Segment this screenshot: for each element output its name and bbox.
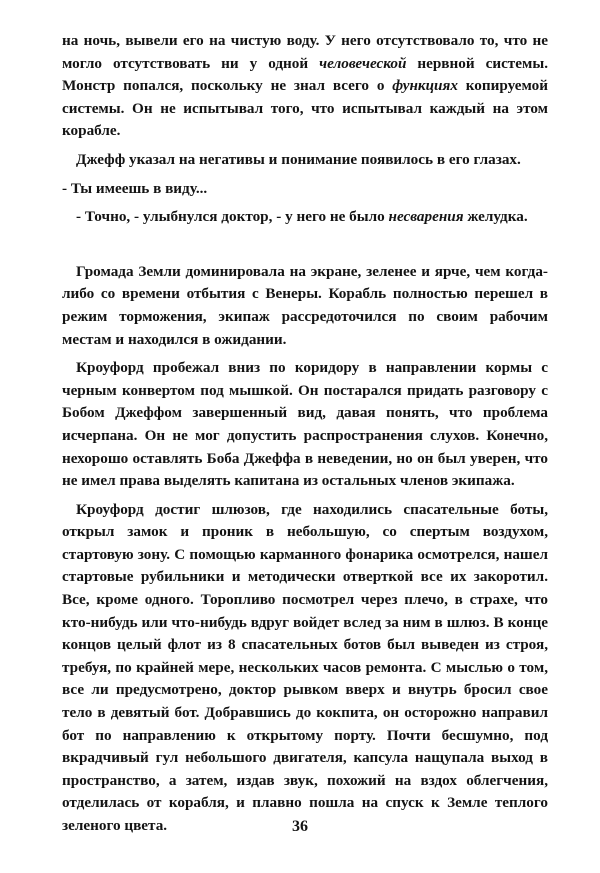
section-break <box>62 235 548 261</box>
paragraph-jeff-points: Джефф указал на негативы и понимание появилось в его глазах. <box>76 150 521 168</box>
paragraph-earth-on-screen: Громада Земли доминировала на экране, зеленее и ярче, чем когда-либо со времени отбытия с Венеры. Корабль полностью перешел в режим торможения, экипаж рассредоточился по своим рабочим местам и находился в ожидании. <box>62 262 548 348</box>
paragraph-continuation <box>62 30 548 143</box>
dialogue-line-exactly <box>62 206 548 229</box>
italic-word-functions: функциях <box>392 77 458 95</box>
text-run: нервной системы. Монстр попался, поскольку не знал всего о <box>62 54 549 95</box>
text-run: копируемой системы. Он не испытывал того, что испытывал каждый на этом корабле. <box>62 77 548 140</box>
page-number: 36 <box>292 818 308 835</box>
italic-word-indigestion: несварения <box>388 208 464 226</box>
text-run: на ночь, вывели его на чистую воду. У него отсутствовало то, что не могло отсутствовать ни у одной <box>62 32 548 72</box>
paragraph-crawford-corridor: Кроуфорд пробежал вниз по коридору в направлении кормы с черным конвертом под мышкой. Он постарался придать разговору с Бобом Джеффом завершенный вид, давая понять, что проблема исчерпана. Он не мог допустить распространения слухов. Конечно, нехорошо оставлять Боба Джеффа в неведении, но он был уверен, что не имел права выделять капитана из остальных членов экипажа. <box>62 359 548 490</box>
text-run: - Точно, - улыбнулся доктор, - у него не было <box>76 208 389 226</box>
paragraph-crawford-airlock: Кроуфорд достиг шлюзов, где находились спасательные боты, открыл замок и проник в небольшую, со спертым воздухом, стартовую зону. С помощью карманного фонарика осмотрелся, нашел стартовые рубильники и методически отверткой все их закоротил. Все, кроме одного. Торопливо посмотрел через плечо, в страхе, что кто-нибудь или что-нибудь вдруг войдет вслед за ним в шлюз. В конце концов целый флот из 8 спасательных ботов был выведен из строя, требуя, по крайней мере, нескольких часов ремонта. С мыслью о том, все ли предусмотрено, доктор рывком вверх и внутрь бросил свое тело в девятый бот. Добравшись до кокпита, он осторожно направил бот по направлению к открытому порту. Почти бесшумно, под вкрадчивый гул небольшого двигателя, капсула нащупала выход в пространство, а затем, издав звук, похожий на вздох облегчения, отделилась от корабля, и плавно пошла на спуск к Земле теплого зеленого цвета. <box>62 500 548 834</box>
italic-word-human: человеческой <box>319 54 407 72</box>
book-page-text <box>62 30 548 844</box>
dialogue-line-you-mean: - Ты имеешь в виду... <box>62 179 208 197</box>
text-run: желудка. <box>463 208 528 226</box>
